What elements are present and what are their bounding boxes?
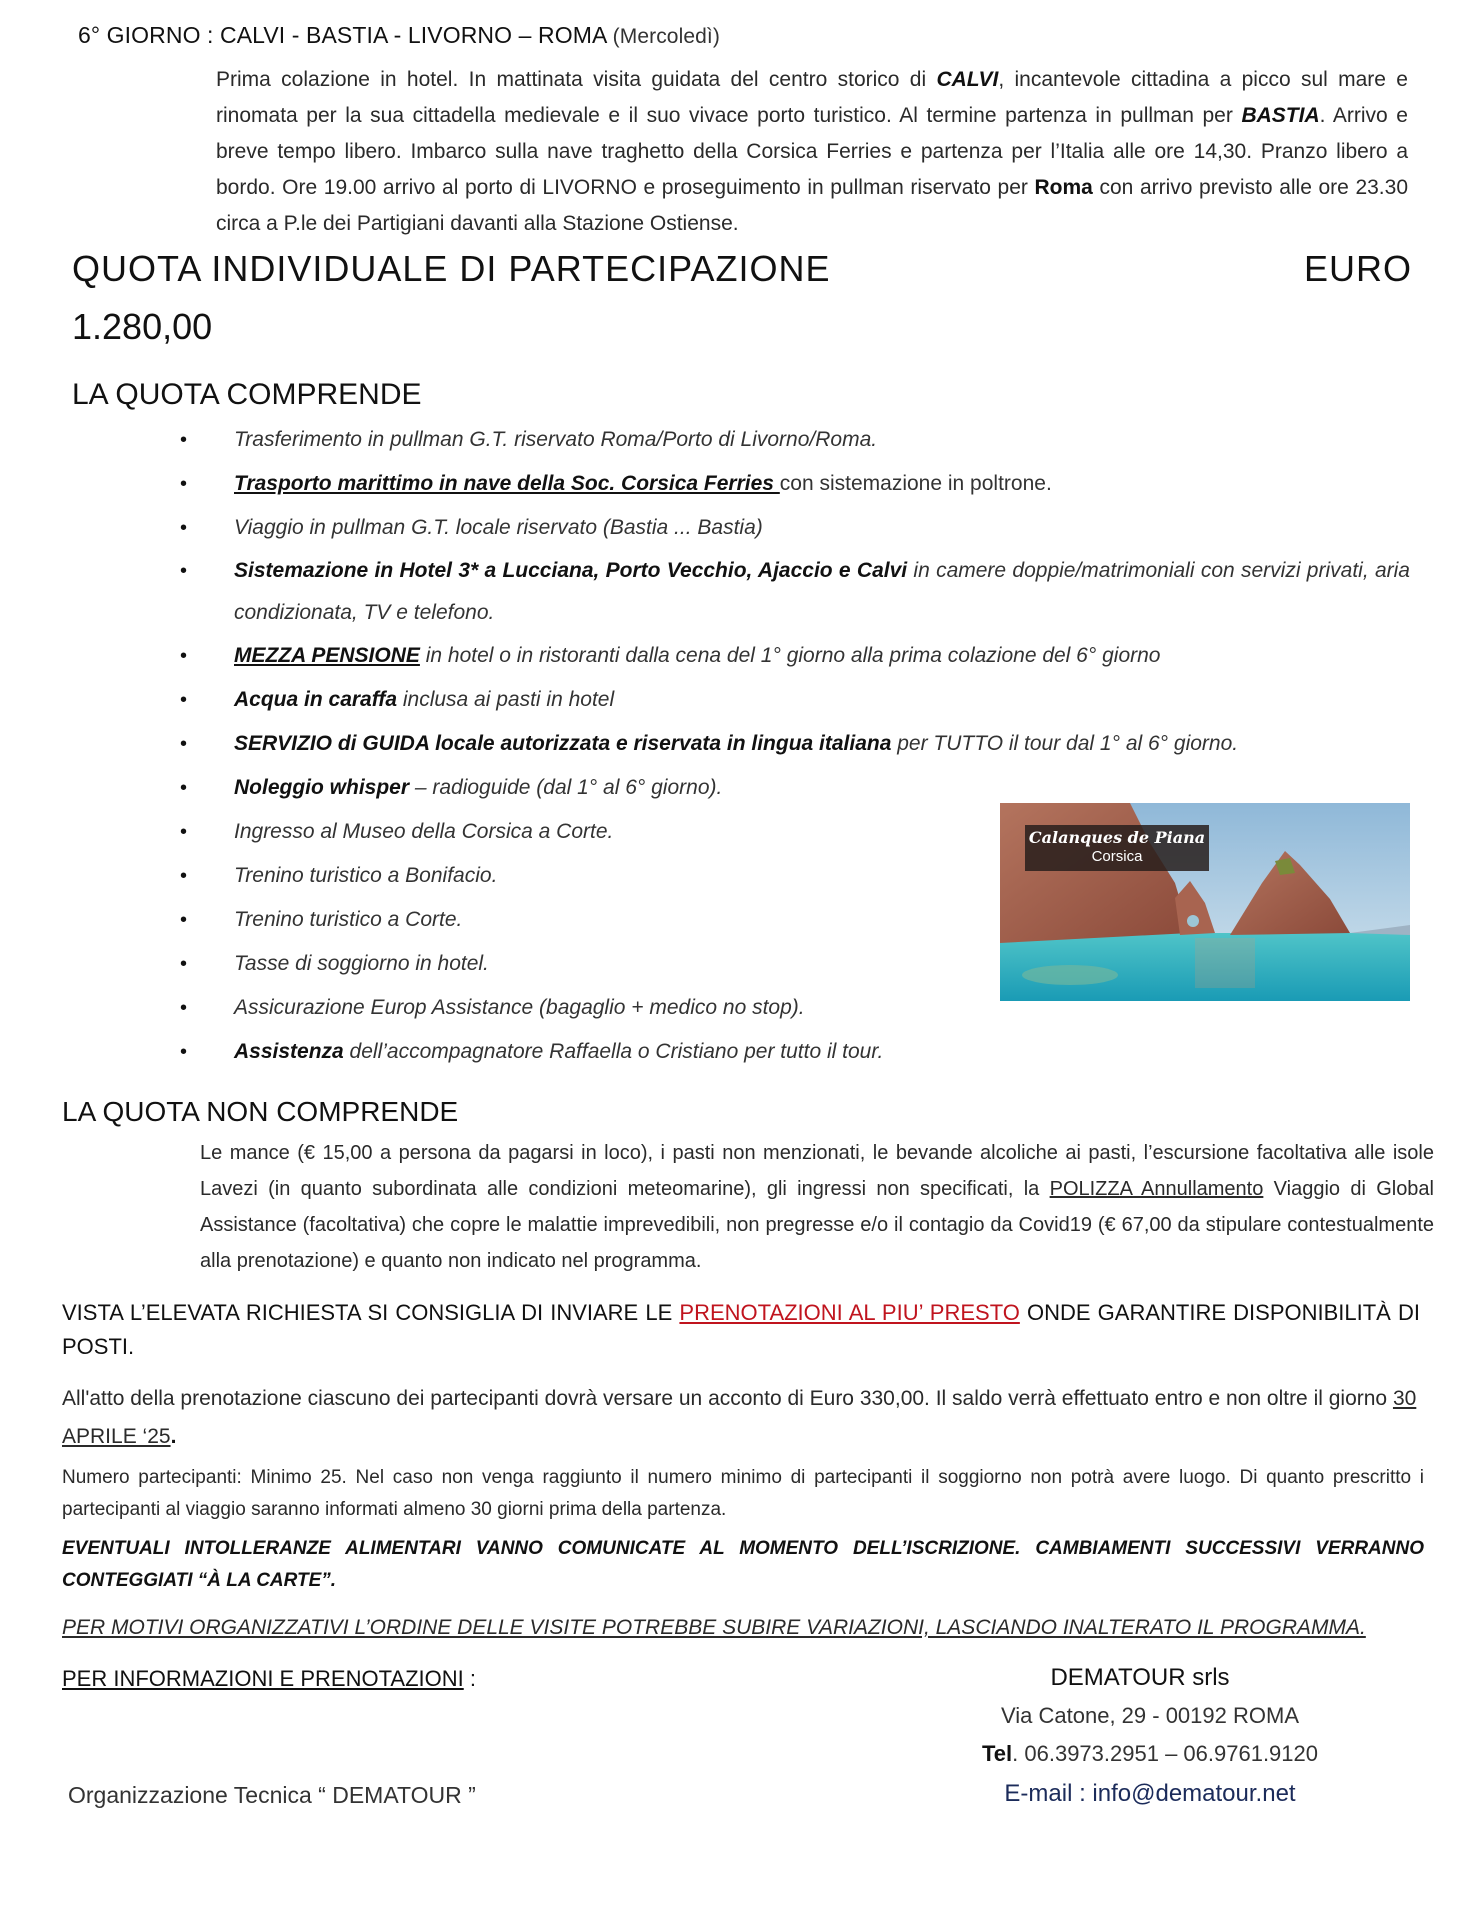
- company-address: Via Catone, 29 - 00192 ROMA: [1001, 1703, 1299, 1728]
- bullet-icon: •: [180, 689, 188, 711]
- day-text: . Arrivo e breve tempo libero. Imbarco sulla nave traghetto della Corsica Ferries e partenza per l’Italia alle ore 14,30. Pranzo libero a bordo. Ore 19.00 arrivo al porto di LIVORNO e proseguimento in pullman riservato per: [216, 104, 1408, 199]
- phone-numbers[interactable]: . 06.3973.2951 – 06.9761.9120: [1012, 1741, 1318, 1766]
- excluded-text: Le mance (€ 15,00 a persona da pagarsi in loco), i pasti non menzionati, le bevande alcoliche ai pasti, l’escursione facoltativa alle isole Lavezi (in quanto subordinata alle condizioni meteomarine), gli ingressi non specificati, la: [200, 1142, 1434, 1200]
- bullet-icon: •: [180, 909, 188, 931]
- included-item-highlight: Noleggio whisper: [234, 776, 410, 799]
- bullet-icon: •: [180, 645, 188, 667]
- day-text: Prima colazione in hotel. In mattinata visita guidata del centro storico di: [216, 68, 937, 91]
- booking-advice: [62, 1296, 1420, 1364]
- deposit-text: .: [170, 1425, 177, 1448]
- photo-caption-subtitle: Corsica: [1091, 848, 1143, 865]
- included-heading: LA QUOTA COMPRENDE: [72, 378, 422, 411]
- included-item-highlight: Trasporto marittimo in nave della Soc. Corsica Ferries: [234, 472, 780, 495]
- included-item-text: inclusa ai pasti in hotel: [397, 688, 615, 711]
- included-item-text: con sistemazione in poltrone.: [779, 472, 1052, 495]
- included-item: [180, 462, 1410, 506]
- bullet-icon: •: [180, 997, 188, 1019]
- bullet-icon: •: [180, 733, 188, 755]
- deposit-text: All'atto della prenotazione ciascuno dei partecipanti dovrà versare un acconto di Euro 330,00. Il saldo verrà effettuato entro e non oltre il giorno: [62, 1387, 1393, 1410]
- included-item-text: Tasse di soggiorno in hotel.: [234, 952, 489, 975]
- bullet-icon: •: [180, 953, 188, 975]
- day-title: [78, 22, 720, 49]
- bullet-icon: •: [180, 517, 188, 539]
- included-item: [180, 678, 1410, 722]
- included-item-text: Viaggio in pullman G.T. locale riservato (Bastia ... Bastia): [234, 516, 763, 539]
- included-item: [180, 418, 1410, 462]
- photo-caption-title: Calanques de Piana: [1028, 828, 1206, 847]
- included-item-text: dell’accompagnatore Raffaella o Cristiano per tutto il tour.: [343, 1040, 884, 1063]
- roma-emphasis: Roma: [1034, 176, 1093, 199]
- day-text: , incantevole cittadina a picco sul mare e rinomata per la sua cittadella medievale e il suo vivace porto turistico. Al termine partenza in pullman per: [216, 68, 1408, 127]
- included-item: [180, 1030, 1410, 1074]
- quota-title-text: QUOTA INDIVIDUALE DI PARTECIPAZIONE: [72, 248, 831, 289]
- corsica-photo: [1000, 803, 1410, 1001]
- bastia-emphasis: BASTIA: [1241, 104, 1320, 127]
- included-item-highlight: Assistenza: [234, 1040, 344, 1063]
- quota-price: 1.280,00: [72, 306, 213, 347]
- contact-heading: [62, 1666, 476, 1692]
- included-item: [180, 722, 1410, 766]
- included-item-text: Ingresso al Museo della Corsica a Corte.: [234, 820, 614, 843]
- phone-label: Tel: [982, 1741, 1013, 1766]
- quota-currency: EURO: [1303, 248, 1412, 289]
- day-title-text: 6° GIORNO : CALVI - BASTIA - LIVORNO – ROMA: [78, 22, 607, 48]
- bullet-icon: •: [180, 429, 188, 451]
- deposit-info: [62, 1380, 1432, 1456]
- bullet-icon: •: [180, 821, 188, 843]
- contact-heading-text: PER INFORMAZIONI E PRENOTAZIONI: [62, 1666, 464, 1691]
- included-item: [180, 506, 1410, 550]
- included-item-text: – radioguide (dal 1° al 6° giorno).: [409, 776, 723, 799]
- advice-text: VISTA L’ELEVATA RICHIESTA SI CONSIGLIA DI INVIARE LE: [62, 1300, 680, 1325]
- included-item: [180, 634, 1410, 678]
- visit-order-note: PER MOTIVI ORGANIZZATIVI L’ORDINE DELLE VISITE POTREBBE SUBIRE VARIAZIONI, LASCIANDO INALTERATO IL PROGRAMMA.: [62, 1616, 1366, 1639]
- bullet-icon: •: [180, 560, 188, 582]
- participants-info: Numero partecipanti: Minimo 25. Nel caso non venga raggiunto il numero minimo di partecipanti il soggiorno non potrà avere luogo. Di quanto prescritto i partecipanti al viaggio saranno informati almeno 30 giorni prima della partenza.: [62, 1467, 1424, 1520]
- bullet-icon: •: [180, 865, 188, 887]
- included-item-text: per TUTTO il tour dal 1° al 6° giorno.: [891, 732, 1239, 755]
- photo-caption: [1025, 825, 1209, 871]
- excluded-heading: LA QUOTA NON COMPRENDE: [62, 1096, 459, 1127]
- included-item-highlight: Acqua in caraffa: [234, 688, 398, 711]
- included-item-highlight: SERVIZIO di GUIDA locale autorizzata e riservata in lingua italiana: [234, 732, 892, 755]
- included-item-text: Trenino turistico a Corte.: [234, 908, 463, 931]
- technical-organizer: Organizzazione Tecnica “ DEMATOUR ”: [68, 1782, 476, 1808]
- company-name: DEMATOUR srls: [1050, 1664, 1230, 1691]
- bullet-icon: •: [180, 777, 188, 799]
- deposit-deadline: 30 APRILE ‘25: [62, 1387, 1417, 1448]
- day-weekday: (Mercoledì): [612, 25, 720, 48]
- included-item-highlight: Sistemazione in Hotel 3* a Lucciana, Porto Vecchio, Ajaccio e Calvi: [234, 559, 908, 582]
- food-intolerance-note: EVENTUALI INTOLLERANZE ALIMENTARI VANNO COMUNICATE AL MOMENTO DELL’ISCRIZIONE. CAMBIAMENTI SUCCESSIVI VERRANNO CONTEGGIATI “À LA CARTE”.: [62, 1538, 1424, 1591]
- day-description: [216, 62, 1408, 242]
- included-item-highlight: MEZZA PENSIONE: [234, 644, 420, 667]
- booking-asap-highlight: PRENOTAZIONI AL PIU’ PRESTO: [679, 1300, 1020, 1325]
- bullet-icon: •: [180, 1041, 188, 1063]
- calvi-emphasis: CALVI: [936, 68, 999, 91]
- bullet-icon: •: [180, 473, 188, 495]
- included-item: [180, 550, 1410, 634]
- day-text: con arrivo previsto alle ore 23.30 circa a P.le dei Partigiani davanti alla Stazione Ostiense.: [216, 176, 1408, 235]
- included-item-text: in hotel o in ristoranti dalla cena del 1° giorno alla prima colazione del 6° giorno: [419, 644, 1161, 667]
- email-link[interactable]: info@dematour.net: [1092, 1780, 1296, 1807]
- excluded-description: [200, 1135, 1434, 1279]
- included-item-text: Trenino turistico a Bonifacio.: [234, 864, 498, 887]
- policy-link[interactable]: POLIZZA Annullamento: [1049, 1178, 1264, 1200]
- included-item-text: in camere doppie/matrimoniali con servizi privati, aria condizionata, TV e telefono.: [234, 559, 1410, 624]
- company-phone: [950, 1741, 1350, 1767]
- quota-title: [72, 248, 1412, 290]
- company-email: [950, 1780, 1350, 1808]
- included-item-text: Assicurazione Europ Assistance (bagaglio + medico no stop).: [234, 996, 805, 1019]
- advice-text: ONDE GARANTIRE DISPONIBILITÀ DI POSTI.: [62, 1300, 1420, 1359]
- email-label: E-mail :: [1004, 1780, 1093, 1807]
- excluded-text: Viaggio di Global Assistance (facoltativa) che copre le malattie imprevedibili, non pregresse e/o il contagio da Covid19 (€ 67,00 da stipulare contestualmente alla prenotazione) e quanto non indicato nel programma.: [200, 1178, 1435, 1272]
- included-item-text: Trasferimento in pullman G.T. riservato Roma/Porto di Livorno/Roma.: [234, 428, 878, 451]
- contact-heading-suffix: :: [463, 1666, 476, 1691]
